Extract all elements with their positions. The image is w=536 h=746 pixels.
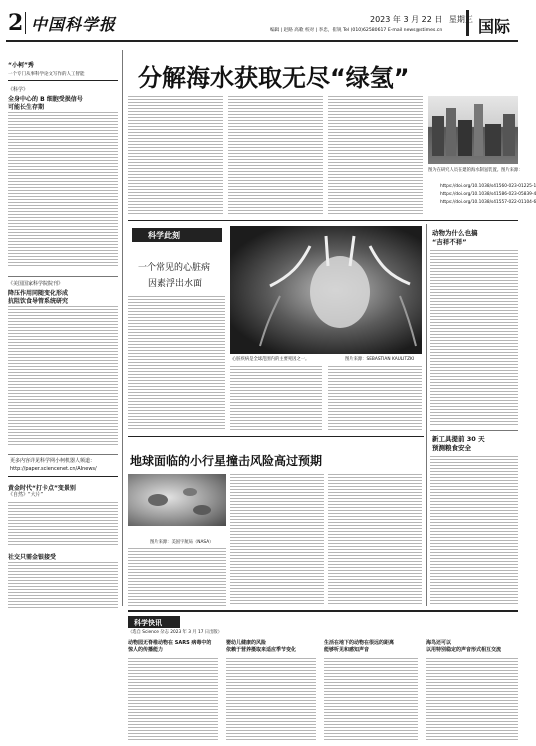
body-text — [8, 306, 118, 446]
story-title: 降压作用同随变化形成 — [8, 290, 69, 297]
briefs-subtitle: （选自 Science 杂志 2023 年 3 月 17 日出版） — [128, 630, 222, 635]
right-body-text — [430, 456, 518, 606]
photo-caption: 图为在研究人员在建的海水制氢装置。图片来源： — [428, 168, 523, 173]
asteroid-headline: 地球面临的小行星撞击风险高过预期 — [130, 454, 323, 468]
page-number: 2 — [8, 10, 24, 36]
rule — [128, 436, 424, 437]
story-title: 全身中心的 B 细胞受损信号 — [8, 96, 83, 103]
rule — [8, 80, 118, 81]
feature-title: 一个常见的心脏病 — [138, 263, 211, 273]
body-text — [8, 112, 118, 268]
right-story-title: 动物为什么也搞 — [432, 229, 478, 237]
rule — [128, 610, 518, 612]
column-divider — [122, 50, 123, 606]
lead-body-text — [128, 96, 223, 216]
brief-title: 能够听见和感知声音 — [324, 647, 370, 653]
asteroid-body-text — [328, 474, 422, 606]
lead-body-text — [228, 96, 323, 216]
divider — [25, 12, 26, 34]
brief-item — [226, 640, 316, 740]
body-text — [8, 562, 118, 610]
brief-title: 以用特别稳定的声音形式相互交流 — [426, 647, 502, 653]
right-story-title: 预测粮食安全 — [432, 444, 471, 452]
brief-title: 惊人的传播能力 — [128, 647, 164, 653]
weekday-text: 星期三 — [448, 15, 473, 24]
divider — [430, 430, 518, 431]
lead-photo — [428, 96, 518, 164]
rule — [8, 476, 118, 477]
section-label: 国际 — [478, 17, 511, 36]
divider — [8, 276, 118, 277]
story-subtitle: 《自然》“大片” — [8, 492, 44, 498]
feature-title: 因素浮出水面 — [148, 279, 203, 289]
source-url: https://doi.org/10.1038/s41586-023-05839-4 — [440, 192, 536, 197]
right-story-title: “吉祥不祥” — [432, 238, 467, 246]
column-divider — [426, 224, 427, 606]
photo-caption: 图片来源：美国宇航局（NASA） — [150, 540, 214, 545]
newspaper-logo: 中国科学报 — [31, 15, 117, 34]
asteroid-icon — [128, 474, 226, 526]
promo-url: http://paper.sciencenet.cn/AInews/ — [10, 466, 97, 472]
body-text — [8, 502, 118, 546]
story-title: 抗阻饮食导管系统研究 — [8, 298, 69, 305]
brief-title: 婴幼儿健康的风险 — [226, 640, 267, 646]
photo-caption: 心脏疾病是全球范围内的主要死因之一。 — [232, 357, 310, 362]
right-body-text — [430, 250, 518, 426]
right-story-title: 新工具提前 30 天 — [432, 435, 485, 443]
brief-body-text — [128, 658, 218, 740]
section-tab — [466, 10, 523, 36]
asteroid-body-text — [230, 474, 324, 606]
lead-headline: 分解海水获取无尽“绿氢” — [138, 64, 410, 92]
story-tag: 《科学》 — [8, 87, 29, 93]
story-title: 可能长生存期 — [8, 104, 45, 111]
brief-body-text — [426, 658, 518, 740]
feature-body-text — [328, 366, 422, 430]
date-text: 2023 年 3 月 22 日 — [370, 15, 443, 24]
masthead — [0, 0, 524, 44]
photo-credit: 图片来源：SEBASTIAN KAULITZKI — [345, 357, 415, 362]
rule — [128, 220, 518, 221]
editors-line: 编辑 | 赵路 高歌 校对 | 李忠，崔锐 Tel (010)62580617 E-mail news@stimes.cn — [270, 28, 443, 33]
brief-title: 生活在地下的动物在很远的距离 — [324, 640, 395, 646]
lead-body-text — [328, 96, 423, 216]
asteroid-body-text — [128, 548, 226, 606]
brief-body-text — [324, 658, 418, 740]
feature-body-text — [230, 366, 322, 430]
kicker-sub: 一个专门从事科学论文写作的人工智能 — [8, 72, 85, 77]
divider — [8, 454, 118, 455]
brief-title: 依赖于营养摄取来适应季节变化 — [226, 647, 297, 653]
story-tag: 《美国国家科学院院刊》 — [8, 281, 64, 287]
brief-title: 动物园无脊椎动物在 SARS 病毒中的 — [128, 640, 212, 646]
masthead-rule — [6, 40, 518, 42]
briefs-banner — [128, 616, 180, 628]
asteroid-photo — [128, 474, 226, 526]
source-url: https://doi.org/10.1038/s41557-022-01104-6 — [440, 200, 536, 205]
brief-item — [324, 640, 418, 740]
brief-title: 海鸟还可以 — [426, 640, 452, 646]
story-title: 黄金时代“打卡点”变景别 — [8, 485, 76, 492]
heart-illustration-icon — [230, 226, 422, 354]
brief-body-text — [226, 658, 316, 740]
brief-item — [128, 640, 218, 740]
briefs-banner-label: 科学快讯 — [134, 619, 162, 627]
story-title: 社交只需金银接受 — [8, 554, 57, 561]
source-url: https://doi.org/10.1038/s41560-023-01225-1 — [440, 184, 536, 189]
promo-text: 更多内容详见科学网小柯机器人频道： — [10, 458, 96, 464]
heart-photo — [230, 226, 422, 354]
feature-body-text — [128, 296, 225, 430]
brief-item — [426, 640, 518, 740]
feature-banner-label: 科学此刻 — [148, 231, 180, 240]
feature-banner — [132, 228, 222, 242]
kicker: “小柯”秀 — [8, 62, 34, 69]
city-skyline-icon — [428, 96, 518, 164]
issue-date — [370, 14, 473, 25]
left-column — [8, 50, 118, 610]
